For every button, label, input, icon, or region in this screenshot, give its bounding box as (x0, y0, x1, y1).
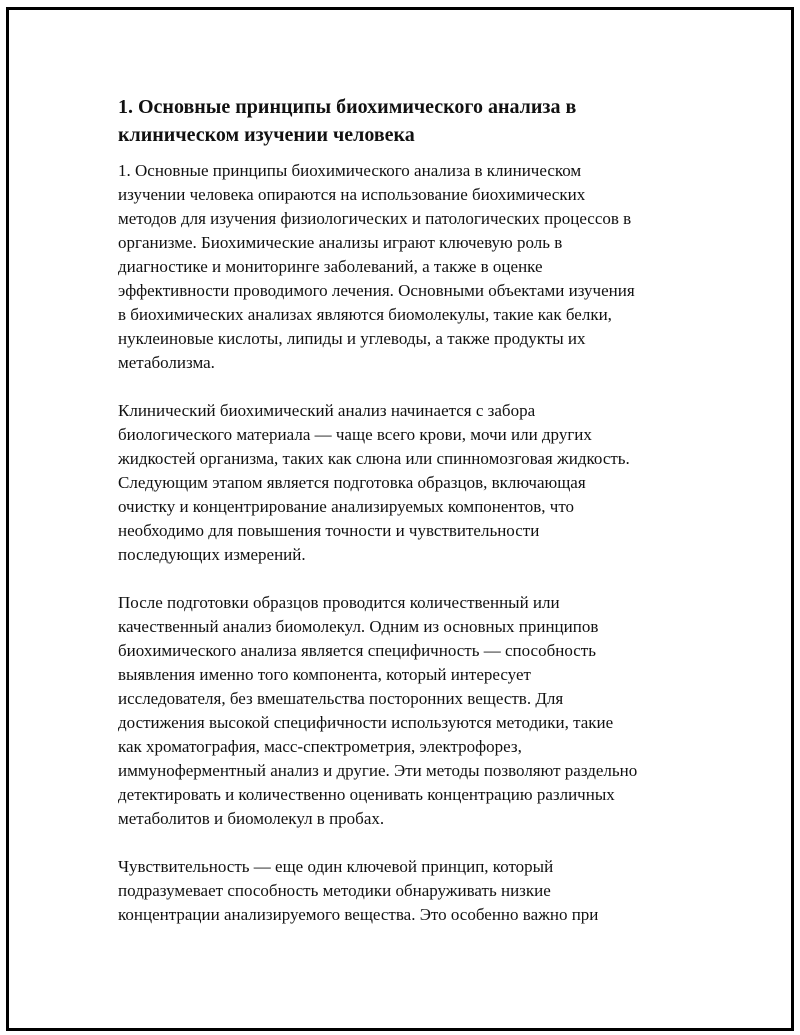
text-line: очистку и концентрирование анализируемых компонентов, что (118, 497, 575, 516)
text-line: детектировать и количественно оценивать концентрацию различных (118, 785, 615, 804)
text-line: организме. Биохимические анализы играют ключевую роль в (118, 233, 563, 252)
text-line: достижения высокой специфичности используются методики, такие (118, 713, 614, 732)
text-line: как хроматография, масс-спектрометрия, электрофорез, (118, 737, 522, 756)
text-line: подразумевает способность методики обнаруживать низкие (118, 881, 551, 900)
paragraph-4 (118, 855, 688, 927)
paragraph-2 (118, 399, 688, 567)
text-line: качественный анализ биомолекул. Одним из основных принципов (118, 617, 599, 636)
text-line: в биохимических анализах являются биомолекулы, такие как белки, (118, 305, 612, 324)
text-line: изучении человека опираются на использование биохимических (118, 185, 586, 204)
heading-line: клиническом изучении человека (118, 124, 415, 146)
text-line: необходимо для повышения точности и чувствительности (118, 521, 540, 540)
text-line: биологического материала — чаще всего крови, мочи или других (118, 425, 592, 444)
text-line: выявления именно того компонента, который интересует (118, 665, 531, 684)
document-body (118, 93, 688, 951)
text-line: иммуноферментный анализ и другие. Эти методы позволяют раздельно (118, 761, 638, 780)
text-line: метаболитов и биомолекул в пробах. (118, 809, 385, 828)
section-heading (118, 93, 688, 149)
text-line: 1. Основные принципы биохимического анализа в клиническом (118, 161, 582, 180)
text-line: После подготовки образцов проводится количественный или (118, 593, 560, 612)
text-line: жидкостей организма, таких как слюна или спинномозговая жидкость. (118, 449, 630, 468)
text-line: Следующим этапом является подготовка образцов, включающая (118, 473, 586, 492)
text-line: диагностике и мониторинге заболеваний, а также в оценке (118, 257, 543, 276)
text-line: эффективности проводимого лечения. Основными объектами изучения (118, 281, 635, 300)
paragraph-3 (118, 591, 688, 831)
text-line: последующих измерений. (118, 545, 306, 564)
text-line: Чувствительность — еще один ключевой принцип, который (118, 857, 554, 876)
text-line: метаболизма. (118, 353, 215, 372)
text-line: концентрации анализируемого вещества. Это особенно важно при (118, 905, 599, 924)
paragraph-1 (118, 159, 688, 375)
text-line: Клинический биохимический анализ начинается с забора (118, 401, 536, 420)
heading-line: 1. Основные принципы биохимического анализа в (118, 96, 577, 118)
text-line: исследователя, без вмешательства посторонних веществ. Для (118, 689, 564, 708)
text-line: методов для изучения физиологических и патологических процессов в (118, 209, 632, 228)
text-line: нуклеиновые кислоты, липиды и углеводы, а также продукты их (118, 329, 586, 348)
text-line: биохимического анализа является специфичность — способность (118, 641, 596, 660)
